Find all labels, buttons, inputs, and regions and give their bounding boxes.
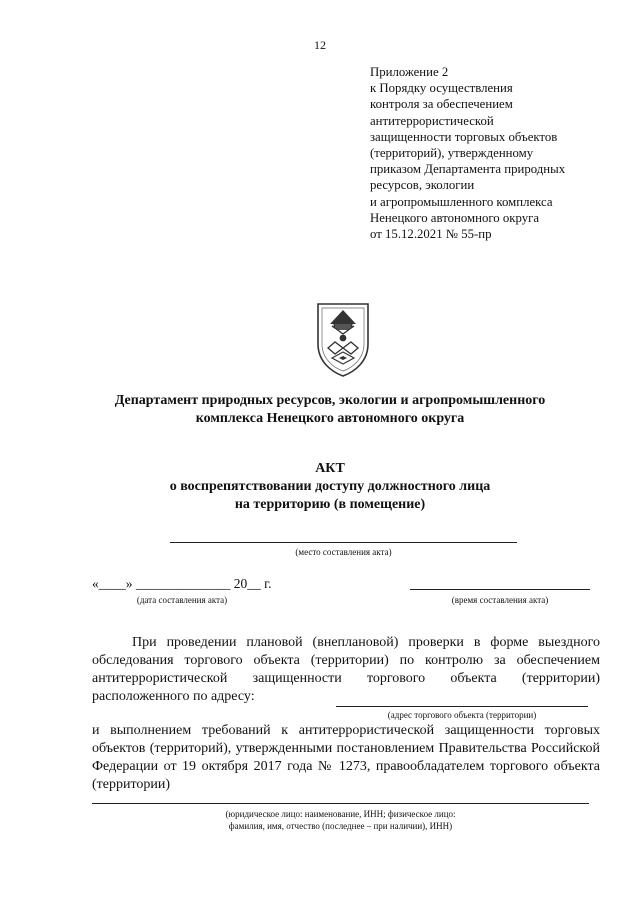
owner-caption bbox=[92, 808, 589, 832]
date-caption: (дата составления акта) bbox=[136, 595, 228, 605]
appendix-block bbox=[370, 64, 620, 242]
act-subtitle: о воспрепятствовании доступу должностного лица bbox=[169, 479, 491, 494]
place-caption: (место составления акта) bbox=[295, 547, 392, 557]
appendix-line: от 15.12.2021 № 55-пр bbox=[370, 227, 492, 242]
act-subtitle: на территорию (в помещение) bbox=[234, 497, 426, 512]
coat-of-arms-icon bbox=[312, 300, 374, 378]
appendix-line: к Порядку осуществления bbox=[370, 81, 513, 96]
appendix-line: приказом Департамента природных bbox=[370, 162, 566, 177]
appendix-line: Приложение 2 bbox=[370, 65, 449, 79]
place-field-line[interactable] bbox=[170, 542, 517, 543]
department-name bbox=[60, 392, 600, 428]
appendix-line: и агропромышленного комплекса bbox=[370, 194, 553, 209]
inspection-paragraph: При проведении плановой (внеплановой) проверки в форме выездного обследования торгового объекта (территории) по контролю за обеспечением антитеррористической защищенности торгового объекта (территории) расположенного по адресу: bbox=[92, 635, 600, 704]
owner-caption-line: (юридическое лицо: наименование, ИНН; физическое лицо: bbox=[225, 809, 456, 819]
owner-field-line[interactable] bbox=[92, 803, 589, 804]
page-number: 12 bbox=[314, 38, 326, 52]
appendix-line: защищенности торговых объектов bbox=[370, 129, 558, 144]
time-caption: (время составления акта) bbox=[451, 595, 549, 605]
act-title: АКТ bbox=[315, 461, 345, 476]
address-field-line[interactable] bbox=[336, 706, 588, 707]
appendix-line: (территорий), утвержденному bbox=[370, 146, 534, 161]
owner-caption-line: фамилия, имя, отчество (последнее – при наличии), ИНН) bbox=[228, 821, 453, 831]
department-line: комплекса Ненецкого автономного округа bbox=[195, 411, 465, 426]
appendix-line: контроля за обеспечением bbox=[370, 97, 513, 112]
department-line: Департамент природных ресурсов, экологии и агропромышленного bbox=[114, 393, 546, 408]
appendix-line: ресурсов, экологии bbox=[370, 178, 475, 193]
requirements-paragraph: и выполнением требований к антитеррористической защищенности торговых объектов (территорий), утвержденными постановлением Правительства Российской Федерации от 19 октября 2017 года № 1273, правообладателем торгового объекта (территории) bbox=[92, 723, 600, 792]
act-heading bbox=[60, 460, 600, 514]
address-caption: (адрес торгового объекта (территории) bbox=[387, 710, 537, 720]
date-field[interactable]: «____» ______________ 20__ г. bbox=[92, 576, 272, 591]
appendix-line: антитеррористической bbox=[370, 113, 494, 128]
time-field-line[interactable] bbox=[410, 589, 590, 590]
appendix-line: Ненецкого автономного округа bbox=[370, 210, 540, 225]
